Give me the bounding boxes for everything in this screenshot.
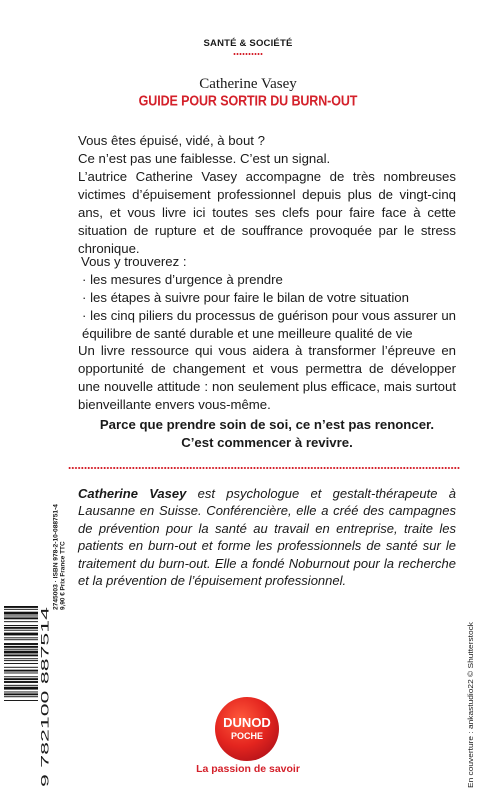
barcode-bar — [4, 633, 38, 636]
barcode-bar — [4, 637, 38, 638]
barcode-digits — [38, 604, 52, 789]
barcode-bar — [4, 700, 38, 701]
barcode-bar — [4, 696, 38, 697]
bullet-icon: · — [82, 290, 91, 305]
book-author: Catherine Vasey — [199, 76, 297, 92]
dotted-separator — [68, 467, 460, 469]
barcode-bar — [4, 681, 38, 683]
blurb-line: L’autrice Catherine Vasey accompagne de très nombreuses victimes d’épuisement professionnel depuis plus de vingt-cinq ans, et vous livre ici toutes ses clefs pour faire face à cette situation de rupture et de souffrance provoquée par le stress chronique. — [78, 169, 456, 256]
barcode-bar — [4, 617, 38, 619]
blurb-line: Vous êtes épuisé, vidé, à bout ? — [78, 133, 265, 148]
barcode-bar — [4, 692, 38, 693]
barcode-bar — [4, 693, 38, 695]
collection-dotted-rule — [233, 53, 263, 55]
book-title: GUIDE POUR SORTIR DU BURN-OUT — [138, 92, 358, 110]
barcode-bar — [4, 658, 38, 659]
barcode-bar — [4, 646, 38, 648]
dunod-poche-logo — [210, 694, 284, 768]
tagline — [78, 416, 456, 452]
barcode-bar — [4, 654, 38, 656]
bullet-icon: · — [82, 308, 91, 323]
barcode-bar — [4, 609, 38, 610]
collection-label: SANTÉ & SOCIÉTÉ — [203, 38, 293, 49]
barcode-bar — [4, 616, 38, 617]
barcode-bar — [4, 687, 38, 690]
barcode-bar — [4, 651, 38, 654]
isbn-line: 2745003 · ISBN 978-2-10-088751-4 — [52, 507, 60, 610]
barcode-bar — [4, 630, 38, 631]
barcode-bar — [4, 676, 38, 677]
bio-author-name: Catherine Vasey — [78, 486, 187, 501]
barcode-bar — [4, 649, 38, 650]
bullet-icon: · — [82, 272, 91, 287]
barcode-bar — [4, 660, 38, 661]
barcode-bar — [4, 627, 38, 629]
barcode-bar — [4, 663, 38, 664]
barcode — [4, 604, 38, 789]
barcode-bar — [4, 625, 38, 626]
barcode-bar — [4, 612, 38, 615]
isbn-text — [52, 500, 66, 610]
barcode-bar — [4, 673, 38, 674]
publisher-slogan: La passion de savoir — [196, 763, 300, 775]
barcode-number: 9 782100 887514 — [39, 701, 52, 787]
list-item: · les étapes à suivre pour faire le bilan de votre situation — [82, 290, 409, 305]
tagline-line: Parce que prendre soin de soi, ce n’est pas renoncer. — [99, 417, 435, 432]
list-item: · les cinq piliers du processus de guérison pour vous assurer un équilibre de santé durable et une meilleure qualité de vie — [82, 308, 456, 341]
barcode-bar — [4, 639, 38, 640]
barcode-bar — [4, 643, 38, 645]
blurb-line: Ce n’est pas une faiblesse. C’est un signal. — [78, 151, 331, 166]
list-intro: Vous y trouverez : — [81, 254, 187, 269]
logo-text-top: DUNOD — [223, 715, 271, 730]
blurb-paragraph-1 — [78, 132, 456, 258]
price-line: 9,90 € Prix France TTC — [59, 541, 66, 610]
blurb-list-block — [78, 253, 456, 343]
logo-text-bottom: POCHE — [230, 731, 264, 741]
barcode-bar — [4, 621, 38, 622]
tagline-line: C’est commencer à revivre. — [181, 435, 353, 450]
barcode-bar — [4, 670, 38, 672]
barcode-bar — [4, 667, 38, 668]
barcode-bar — [4, 678, 38, 680]
author-bio — [78, 485, 456, 589]
list-item: · les mesures d’urgence à prendre — [82, 272, 283, 287]
bio-text: est psychologue et gestalt-thérapeute à Lausanne en Suisse. Conférencière, elle a créé des campagnes de prévention pour la santé au travail en entreprise, traite les patients en burn-out et forme les professionnels de santé sur le traitement du burn-out. Elle a fondé Noburnout pour la recherche et la prévention de l’épuisement professionnel. — [78, 486, 456, 589]
credit-text: En couverture : ankastudio22 © Shutterstock — [466, 637, 475, 788]
bullet-list — [78, 271, 456, 343]
barcode-bar — [4, 606, 38, 608]
blurb-paragraph-3: Un livre ressource qui vous aidera à transformer l’épreuve en opportunité de changement et vous permettra de développer une nouvelle attitude : non seulement plus efficace, mais surtout bienveillante envers vous-même. — [78, 343, 456, 412]
barcode-bar — [4, 685, 38, 686]
